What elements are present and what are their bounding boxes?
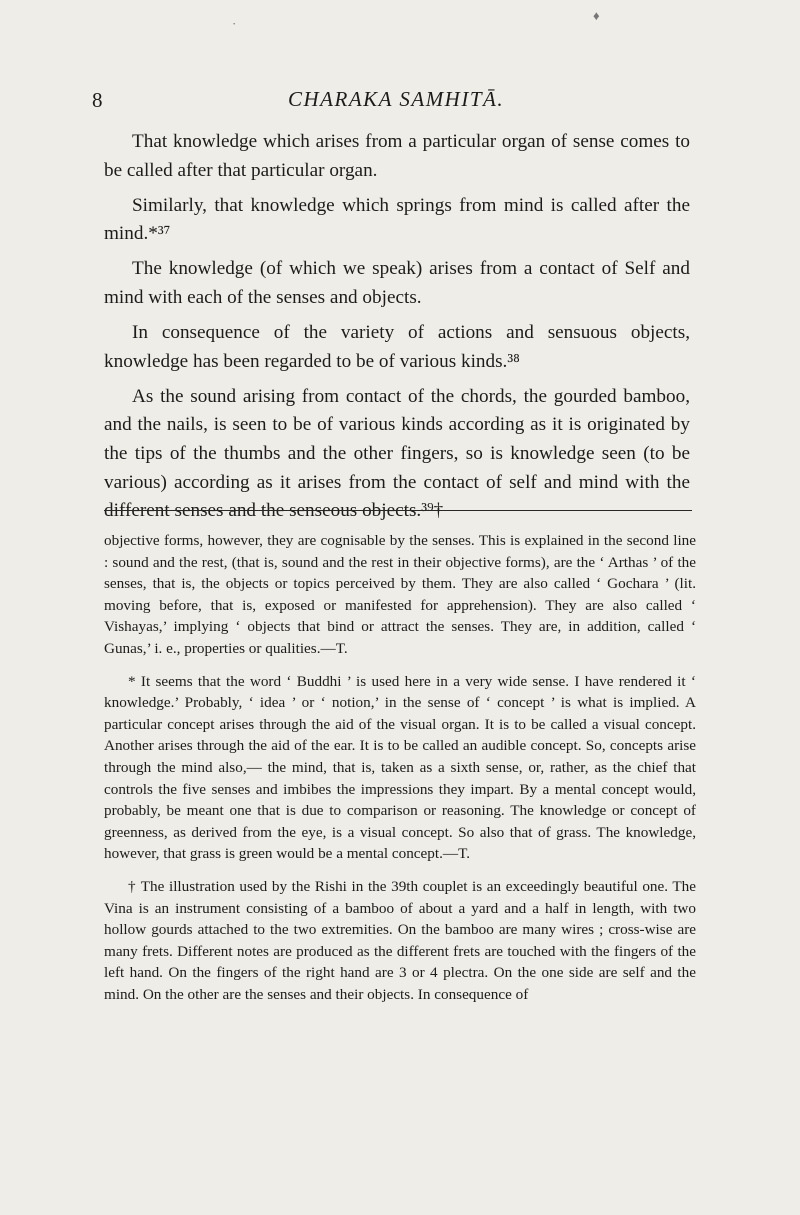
ink-speck-mark: ♦ — [593, 8, 600, 23]
running-head-title: CHARAKA SAMHITĀ. — [288, 87, 505, 111]
main-paragraph-4: In consequence of the variety of actions and sensuous objects, knowledge has been regarded to be of various kinds.³⁸ — [104, 322, 690, 372]
page-number: 8 — [92, 88, 103, 112]
main-paragraph-1: That knowledge which arises from a particular organ of sense comes to be called after that particular organ. — [104, 131, 690, 181]
footnotes-section — [104, 530, 696, 1016]
main-paragraph-3: The knowledge (of which we speak) arises from a contact of Self and mind with each of the senses and objects. — [104, 258, 690, 308]
ink-speck-mark: · — [232, 16, 237, 31]
footnote-dagger: † The illustration used by the Rishi in the 39th couplet is an exceedingly beautiful one. The Vina is an instrument consisting of a bamboo of about a yard and a half in length, with two hollow gourds attached to the two extremities. On the bamboo are many wires ; cross-wise are many frets. Different notes are produced as the different frets are touched with the fingers of the left hand. On the fingers of the right hand are 3 or 4 plectra. On the one side are self and the mind. On the other are the senses and their objects. In consequence of — [104, 877, 696, 1003]
footnote-asterisk: * It seems that the word ‘ Buddhi ’ is used here in a very wide sense. I have rendered it ‘ knowledge.’ Probably, ‘ idea ’ or ‘ notion,’ in the sense of ‘ concept ’ is what is implied. A particular concept arises through the aid of the visual organ. It is to be called a visual concept. Another arises through the aid of the ear. It is to be called an audible concept. So, concepts arise through the mind also,— the mind, that is, taken as a sixth sense, or, rather, as the chief that controls the five senses and imbibes the impressions they impart. By a mental concept would, probably, be meant one that is due to comparison or reasoning. The knowledge or concept of greenness, as derived from the eye, is a visual concept. So also that of grass. The knowledge, however, that grass is green would be a mental concept.—T. — [104, 672, 696, 863]
main-text-body — [104, 128, 690, 532]
footnote-separator-rule — [104, 510, 692, 511]
main-paragraph-2: Similarly, that knowledge which springs from mind is called after the mind.*³⁷ — [104, 194, 690, 245]
footnote-continuation: objective forms, however, they are cognisable by the senses. This is explained in the second line : sound and the rest, (that is, sound and the rest in their objective forms), are the ‘ Arthas ’ of the senses, that is, the objects or topics perceived by them. They are also called ‘ Gochara ’ (lit. moving before, that is, exposed or manifested for apprehension). They are also called ‘ Vishayas,’ implying ‘ objects that bind or attract the senses. They are, in addition, called ‘ Gunas,’ i. e., properties or qualities.—T. — [104, 532, 696, 657]
main-paragraph-5: As the sound arising from contact of the chords, the gourded bamboo, and the nails, is seen to be of various kinds according as it is originated by the tips of the thumbs and the other fingers, so is knowledge seen (to be various) according as it arises from the contact of self and mind with the different senses and the senseous objects.³⁹† — [104, 385, 690, 522]
